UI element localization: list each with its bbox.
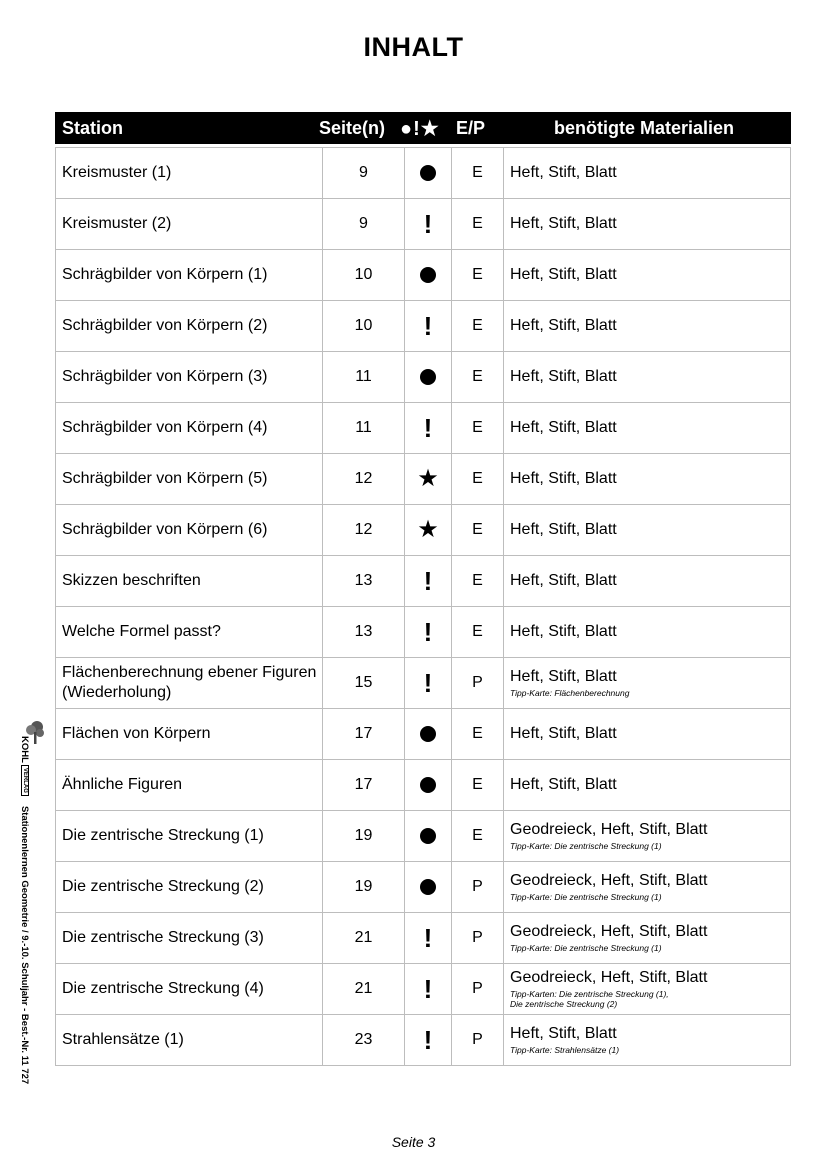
table-row xyxy=(56,760,791,811)
publisher-text: Stationenlernen Geometrie / 9.-10. Schuljahr - Best.-Nr. 11 727 xyxy=(19,805,30,1085)
station-page: 10 xyxy=(323,301,405,352)
station-name: Schrägbilder von Körpern (6) xyxy=(56,505,323,556)
station-ep: E xyxy=(452,760,504,811)
station-materials-cell xyxy=(504,199,791,250)
materials-text: Heft, Stift, Blatt xyxy=(510,368,617,385)
station-ep: E xyxy=(452,454,504,505)
station-symbol-cell xyxy=(405,658,452,709)
station-name: Flächenberechnung ebener Figuren (Wiederholung) xyxy=(56,658,323,709)
station-page: 17 xyxy=(323,760,405,811)
dot-icon xyxy=(420,165,436,181)
station-page: 13 xyxy=(323,556,405,607)
station-page: 21 xyxy=(323,913,405,964)
publisher-brand: KOHLVERLAG xyxy=(19,736,30,796)
station-materials-cell xyxy=(504,556,791,607)
dot-icon xyxy=(420,828,436,844)
station-materials-cell xyxy=(504,811,791,862)
table-row xyxy=(56,199,791,250)
station-page: 11 xyxy=(323,352,405,403)
station-symbol-cell xyxy=(405,403,452,454)
station-symbol-cell xyxy=(405,709,452,760)
page-title: INHALT xyxy=(363,32,464,62)
station-ep: E xyxy=(452,607,504,658)
materials-text: Heft, Stift, Blatt xyxy=(510,1025,617,1042)
station-ep: E xyxy=(452,403,504,454)
dot-icon xyxy=(420,267,436,283)
header-ep: E/P xyxy=(456,118,486,138)
station-materials-cell xyxy=(504,1015,791,1066)
header-station: Station xyxy=(62,118,123,138)
station-ep: E xyxy=(452,352,504,403)
table-row xyxy=(56,1015,791,1066)
materials-text: Heft, Stift, Blatt xyxy=(510,419,617,436)
station-page: 17 xyxy=(323,709,405,760)
exclamation-icon: ! xyxy=(423,617,433,647)
station-page: 12 xyxy=(323,454,405,505)
station-symbol-cell xyxy=(405,913,452,964)
table-header xyxy=(55,112,791,144)
table-row xyxy=(56,556,791,607)
station-page: 23 xyxy=(323,1015,405,1066)
station-symbol-cell xyxy=(405,454,452,505)
station-ep: E xyxy=(452,709,504,760)
station-materials-cell xyxy=(504,301,791,352)
materials-text: Heft, Stift, Blatt xyxy=(510,572,617,589)
materials-text: Geodreieck, Heft, Stift, Blatt xyxy=(510,821,708,838)
table-row xyxy=(56,709,791,760)
station-name: Kreismuster (1) xyxy=(56,148,323,199)
dot-icon xyxy=(420,777,436,793)
star-icon: ★ xyxy=(417,465,439,492)
station-materials-cell xyxy=(504,913,791,964)
station-symbol-cell xyxy=(405,862,452,913)
table-row xyxy=(56,811,791,862)
station-page: 15 xyxy=(323,658,405,709)
materials-text: Geodreieck, Heft, Stift, Blatt xyxy=(510,969,708,986)
exclamation-icon: ! xyxy=(423,566,433,596)
station-name: Die zentrische Streckung (3) xyxy=(56,913,323,964)
station-name: Kreismuster (2) xyxy=(56,199,323,250)
materials-text: Heft, Stift, Blatt xyxy=(510,521,617,538)
station-page: 19 xyxy=(323,862,405,913)
table-row xyxy=(56,352,791,403)
page-number: Seite 3 xyxy=(391,1134,436,1150)
table-row xyxy=(56,658,791,709)
station-materials-cell xyxy=(504,709,791,760)
table-row xyxy=(56,913,791,964)
station-page: 21 xyxy=(323,964,405,1015)
materials-text: Heft, Stift, Blatt xyxy=(510,164,617,181)
station-ep: E xyxy=(452,301,504,352)
materials-text: Heft, Stift, Blatt xyxy=(510,623,617,640)
station-ep: E xyxy=(452,199,504,250)
station-materials-cell xyxy=(504,352,791,403)
content-table xyxy=(55,147,791,1066)
station-ep: E xyxy=(452,556,504,607)
station-page: 10 xyxy=(323,250,405,301)
station-symbol-cell xyxy=(405,505,452,556)
tipp-karte-note: Tipp-Karte: Die zentrische Streckung (1) xyxy=(510,892,662,902)
station-page: 9 xyxy=(323,199,405,250)
station-ep: E xyxy=(452,811,504,862)
materials-text: Heft, Stift, Blatt xyxy=(510,470,617,487)
materials-text: Heft, Stift, Blatt xyxy=(510,215,617,232)
station-page: 13 xyxy=(323,607,405,658)
publisher-sidebar xyxy=(14,722,30,1102)
header-seite: Seite(n) xyxy=(319,118,386,138)
station-name: Schrägbilder von Körpern (4) xyxy=(56,403,323,454)
exclamation-icon: ! xyxy=(423,1025,433,1055)
exclamation-icon: ! xyxy=(423,974,433,1004)
station-ep: E xyxy=(452,250,504,301)
station-page: 19 xyxy=(323,811,405,862)
station-name: Flächen von Körpern xyxy=(56,709,323,760)
dot-icon xyxy=(420,369,436,385)
exclamation-icon: ! xyxy=(423,668,433,698)
station-name: Die zentrische Streckung (1) xyxy=(56,811,323,862)
station-name: Schrägbilder von Körpern (2) xyxy=(56,301,323,352)
tipp-karte-note: Tipp-Karten: Die zentrische Streckung (1), Die zentrische Streckung (2) xyxy=(510,989,669,1009)
tipp-karte-note: Tipp-Karte: Die zentrische Streckung (1) xyxy=(510,943,662,953)
materials-text: Heft, Stift, Blatt xyxy=(510,668,617,685)
station-materials-cell xyxy=(504,403,791,454)
table-row xyxy=(56,862,791,913)
station-materials-cell xyxy=(504,607,791,658)
station-symbol-cell xyxy=(405,760,452,811)
station-name: Die zentrische Streckung (4) xyxy=(56,964,323,1015)
station-name: Schrägbilder von Körpern (1) xyxy=(56,250,323,301)
materials-text: Heft, Stift, Blatt xyxy=(510,776,617,793)
table-row xyxy=(56,148,791,199)
station-symbol-cell xyxy=(405,352,452,403)
materials-text: Heft, Stift, Blatt xyxy=(510,266,617,283)
materials-text: Geodreieck, Heft, Stift, Blatt xyxy=(510,923,708,940)
station-materials-cell xyxy=(504,760,791,811)
station-ep: P xyxy=(452,658,504,709)
station-page: 11 xyxy=(323,403,405,454)
station-ep: P xyxy=(452,964,504,1015)
station-symbol-cell xyxy=(405,301,452,352)
station-materials-cell xyxy=(504,862,791,913)
exclamation-icon: ! xyxy=(423,311,433,341)
exclamation-icon: ! xyxy=(423,209,433,239)
tipp-karte-note: Tipp-Karte: Flächenberechnung xyxy=(510,688,630,698)
materials-text: Geodreieck, Heft, Stift, Blatt xyxy=(510,872,708,889)
station-name: Schrägbilder von Körpern (3) xyxy=(56,352,323,403)
station-name: Welche Formel passt? xyxy=(56,607,323,658)
star-icon: ★ xyxy=(417,516,439,543)
table-row xyxy=(56,505,791,556)
publisher-brand-box: VERLAG xyxy=(21,765,29,796)
station-name: Strahlensätze (1) xyxy=(56,1015,323,1066)
station-symbol-cell xyxy=(405,607,452,658)
station-name: Schrägbilder von Körpern (5) xyxy=(56,454,323,505)
materials-text: Heft, Stift, Blatt xyxy=(510,725,617,742)
station-materials-cell xyxy=(504,454,791,505)
station-ep: P xyxy=(452,862,504,913)
station-ep: E xyxy=(452,505,504,556)
station-materials-cell xyxy=(504,658,791,709)
station-materials-cell xyxy=(504,505,791,556)
station-symbol-cell xyxy=(405,1015,452,1066)
table-row xyxy=(56,250,791,301)
station-materials-cell xyxy=(504,964,791,1015)
station-page: 12 xyxy=(323,505,405,556)
table-row xyxy=(56,607,791,658)
tipp-karte-note: Tipp-Karte: Strahlensätze (1) xyxy=(510,1045,620,1055)
tipp-karte-note: Tipp-Karte: Die zentrische Streckung (1) xyxy=(510,841,662,851)
table-row xyxy=(56,301,791,352)
table-row xyxy=(56,403,791,454)
exclamation-icon: ! xyxy=(423,923,433,953)
station-name: Die zentrische Streckung (2) xyxy=(56,862,323,913)
station-name: Skizzen beschriften xyxy=(56,556,323,607)
station-symbol-cell xyxy=(405,250,452,301)
table-row xyxy=(56,454,791,505)
station-ep: P xyxy=(452,1015,504,1066)
station-symbol-cell xyxy=(405,199,452,250)
station-ep: E xyxy=(452,148,504,199)
dot-icon xyxy=(420,726,436,742)
station-symbol-cell xyxy=(405,811,452,862)
station-ep: P xyxy=(452,913,504,964)
station-materials-cell xyxy=(504,148,791,199)
station-symbol-cell xyxy=(405,964,452,1015)
station-symbol-cell xyxy=(405,556,452,607)
station-symbol-cell xyxy=(405,148,452,199)
header-materialien: benötigte Materialien xyxy=(553,118,735,138)
header-symbols: ●!★ xyxy=(400,118,440,140)
dot-icon xyxy=(420,879,436,895)
station-materials-cell xyxy=(504,250,791,301)
materials-text: Heft, Stift, Blatt xyxy=(510,317,617,334)
table-row xyxy=(56,964,791,1015)
station-name: Ähnliche Figuren xyxy=(56,760,323,811)
station-page: 9 xyxy=(323,148,405,199)
exclamation-icon: ! xyxy=(423,413,433,443)
